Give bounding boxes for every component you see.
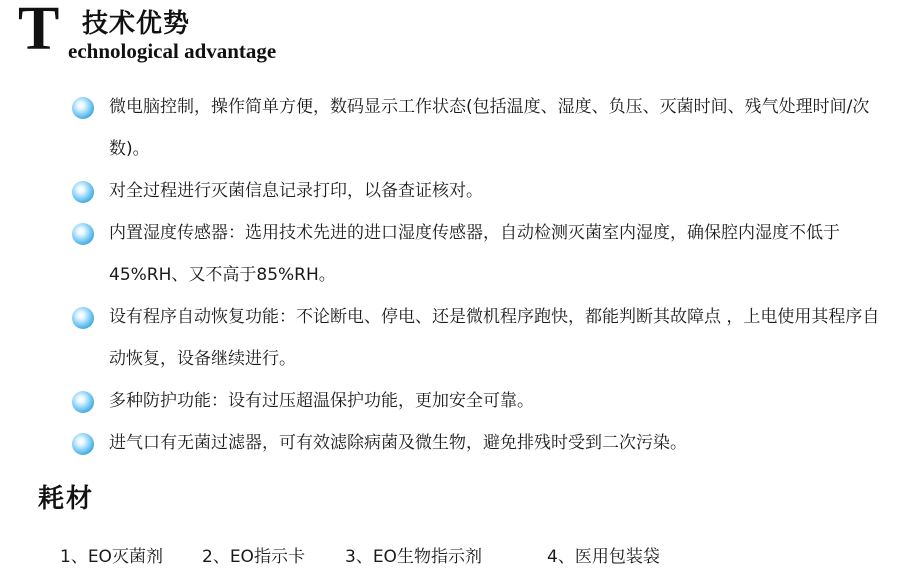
feature-text: 内置湿度传感器：选用技术先进的进口湿度传感器，自动检测灭菌室内湿度，确保腔内湿度不低于45%RH、又不高于85%RH。 xyxy=(109,223,840,285)
feature-text: 多种防护功能：设有过压超温保护功能，更加安全可靠。 xyxy=(109,391,534,411)
header-title-en: echnological advantage xyxy=(68,39,277,63)
consumable-item: 3、EO生物指示剂 xyxy=(345,547,482,567)
feature-item xyxy=(72,380,882,422)
bullet-icon xyxy=(72,223,94,245)
feature-text: 设有程序自动恢复功能：不论断电、停电、还是微机程序跑快，都能判断其故障点 ，上电使用其程序自动恢复，设备继续进行。 xyxy=(109,307,880,369)
feature-text: 对全过程进行灭菌信息记录打印，以备查证核对。 xyxy=(109,181,483,201)
feature-text: 微电脑控制，操作简单方便，数码显示工作状态(包括温度、湿度、负压、灭菌时间、残气处理时间/次数)。 xyxy=(109,97,870,159)
header-initial-letter: T xyxy=(18,0,60,63)
feature-item xyxy=(72,422,882,464)
feature-item xyxy=(72,170,882,212)
bullet-icon xyxy=(72,181,94,203)
consumable-item: 1、EO灭菌剂 xyxy=(60,547,163,567)
bullet-icon xyxy=(72,97,94,119)
feature-item xyxy=(72,86,882,170)
section-header xyxy=(18,0,338,68)
feature-item xyxy=(72,296,882,380)
feature-text: 进气口有无菌过滤器，可有效滤除病菌及微生物，避免排残时受到二次污染。 xyxy=(109,433,687,453)
feature-list xyxy=(72,86,882,464)
consumables-heading: 耗材 xyxy=(38,484,95,514)
consumable-item: 2、EO指示卡 xyxy=(202,547,305,567)
consumable-item: 4、医用包装袋 xyxy=(547,547,660,567)
bullet-icon xyxy=(72,307,94,329)
bullet-icon xyxy=(72,433,94,455)
feature-item xyxy=(72,212,882,296)
bullet-icon xyxy=(72,391,94,413)
header-title-cn: 技术优势 xyxy=(82,9,191,39)
